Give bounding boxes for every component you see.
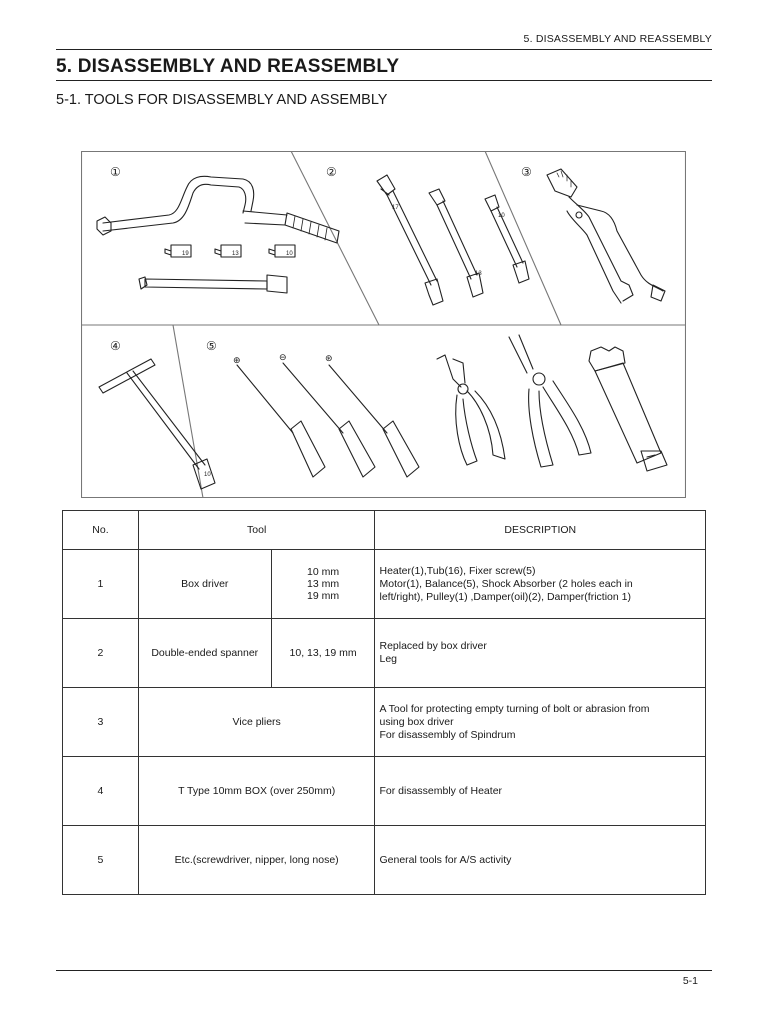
socket-13 <box>215 245 241 257</box>
row-no: 3 <box>63 688 139 757</box>
row-description: Replaced by box driver Leg <box>375 619 706 688</box>
nipper-illustration <box>437 355 505 465</box>
holder-tool-illustration <box>589 347 667 471</box>
row-no: 4 <box>63 757 139 826</box>
callout-1: ① <box>110 165 121 179</box>
svg-text:10: 10 <box>498 213 505 219</box>
footer-rule <box>56 970 712 971</box>
row-spec: 10, 13, 19 mm <box>271 619 375 688</box>
screwdriver-flat <box>283 363 375 477</box>
row-no: 1 <box>63 550 139 619</box>
row-description: A Tool for protecting empty turning of bolt or abrasion from using box driver For disassembly of Spindrum <box>375 688 706 757</box>
callout-2: ② <box>326 165 337 179</box>
svg-text:13: 13 <box>232 251 239 257</box>
svg-text:19: 19 <box>182 251 189 257</box>
running-head: 5. DISASSEMBLY AND REASSEMBLY <box>523 33 712 45</box>
table-row <box>63 550 706 619</box>
spanner-illustration <box>377 175 529 305</box>
socket-10 <box>269 245 295 257</box>
long-nose-pliers-illustration <box>509 335 591 467</box>
row-spec: 10 mm 13 mm 19 mm <box>271 550 375 619</box>
row-tool: Vice pliers <box>138 688 375 757</box>
header-no: No. <box>63 511 139 550</box>
table-row <box>63 826 706 895</box>
table-row <box>63 757 706 826</box>
socket-19 <box>165 245 191 257</box>
callout-4: ④ <box>110 339 121 353</box>
row-description: Heater(1),Tub(16), Fixer screw(5) Motor(1), Balance(5), Shock Absorber (2 holes each in left/right), Pulley(1) ,Damper(oil)(2), Damper(friction 1) <box>375 550 706 619</box>
figure-divider-3 <box>173 325 203 498</box>
spanner-large <box>377 175 443 305</box>
svg-text:10: 10 <box>204 472 211 478</box>
row-no: 5 <box>63 826 139 895</box>
vice-pliers-illustration <box>547 169 665 303</box>
table-row <box>63 619 706 688</box>
extension-bar <box>139 275 287 293</box>
header-tool: Tool <box>138 511 375 550</box>
row-description: For disassembly of Heater <box>375 757 706 826</box>
spanner-small <box>485 195 529 283</box>
row-tool: T Type 10mm BOX (over 250mm) <box>138 757 375 826</box>
tools-table <box>62 510 706 895</box>
table-header-row <box>63 511 706 550</box>
screwdriver-phillips <box>237 365 325 477</box>
callout-3: ③ <box>521 165 532 179</box>
title-rule <box>56 80 712 81</box>
page-number: 5-1 <box>682 975 698 987</box>
table-row <box>63 688 706 757</box>
row-tool: Double-ended spanner <box>138 619 271 688</box>
section-title: 5-1. TOOLS FOR DISASSEMBLY AND ASSEMBLY <box>56 92 388 108</box>
chapter-title: 5. DISASSEMBLY AND REASSEMBLY <box>56 56 400 77</box>
svg-text:⊖: ⊖ <box>279 353 287 363</box>
row-tool: Etc.(screwdriver, nipper, long nose) <box>138 826 375 895</box>
row-description: General tools for A/S activity <box>375 826 706 895</box>
row-no: 2 <box>63 619 139 688</box>
svg-text:⊛: ⊛ <box>325 354 333 364</box>
callout-5: ⑤ <box>206 339 217 353</box>
header-description: DESCRIPTION <box>375 511 706 550</box>
header-rule <box>56 49 712 50</box>
screwdriver-torx <box>329 365 419 477</box>
svg-text:13: 13 <box>475 271 482 277</box>
box-driver-illustration <box>97 176 339 293</box>
svg-text:17: 17 <box>392 205 399 211</box>
svg-text:10: 10 <box>286 251 293 257</box>
tools-figure <box>81 151 686 498</box>
svg-text:⊕: ⊕ <box>233 356 241 366</box>
screwdrivers-illustration <box>233 353 419 477</box>
row-tool: Box driver <box>138 550 271 619</box>
